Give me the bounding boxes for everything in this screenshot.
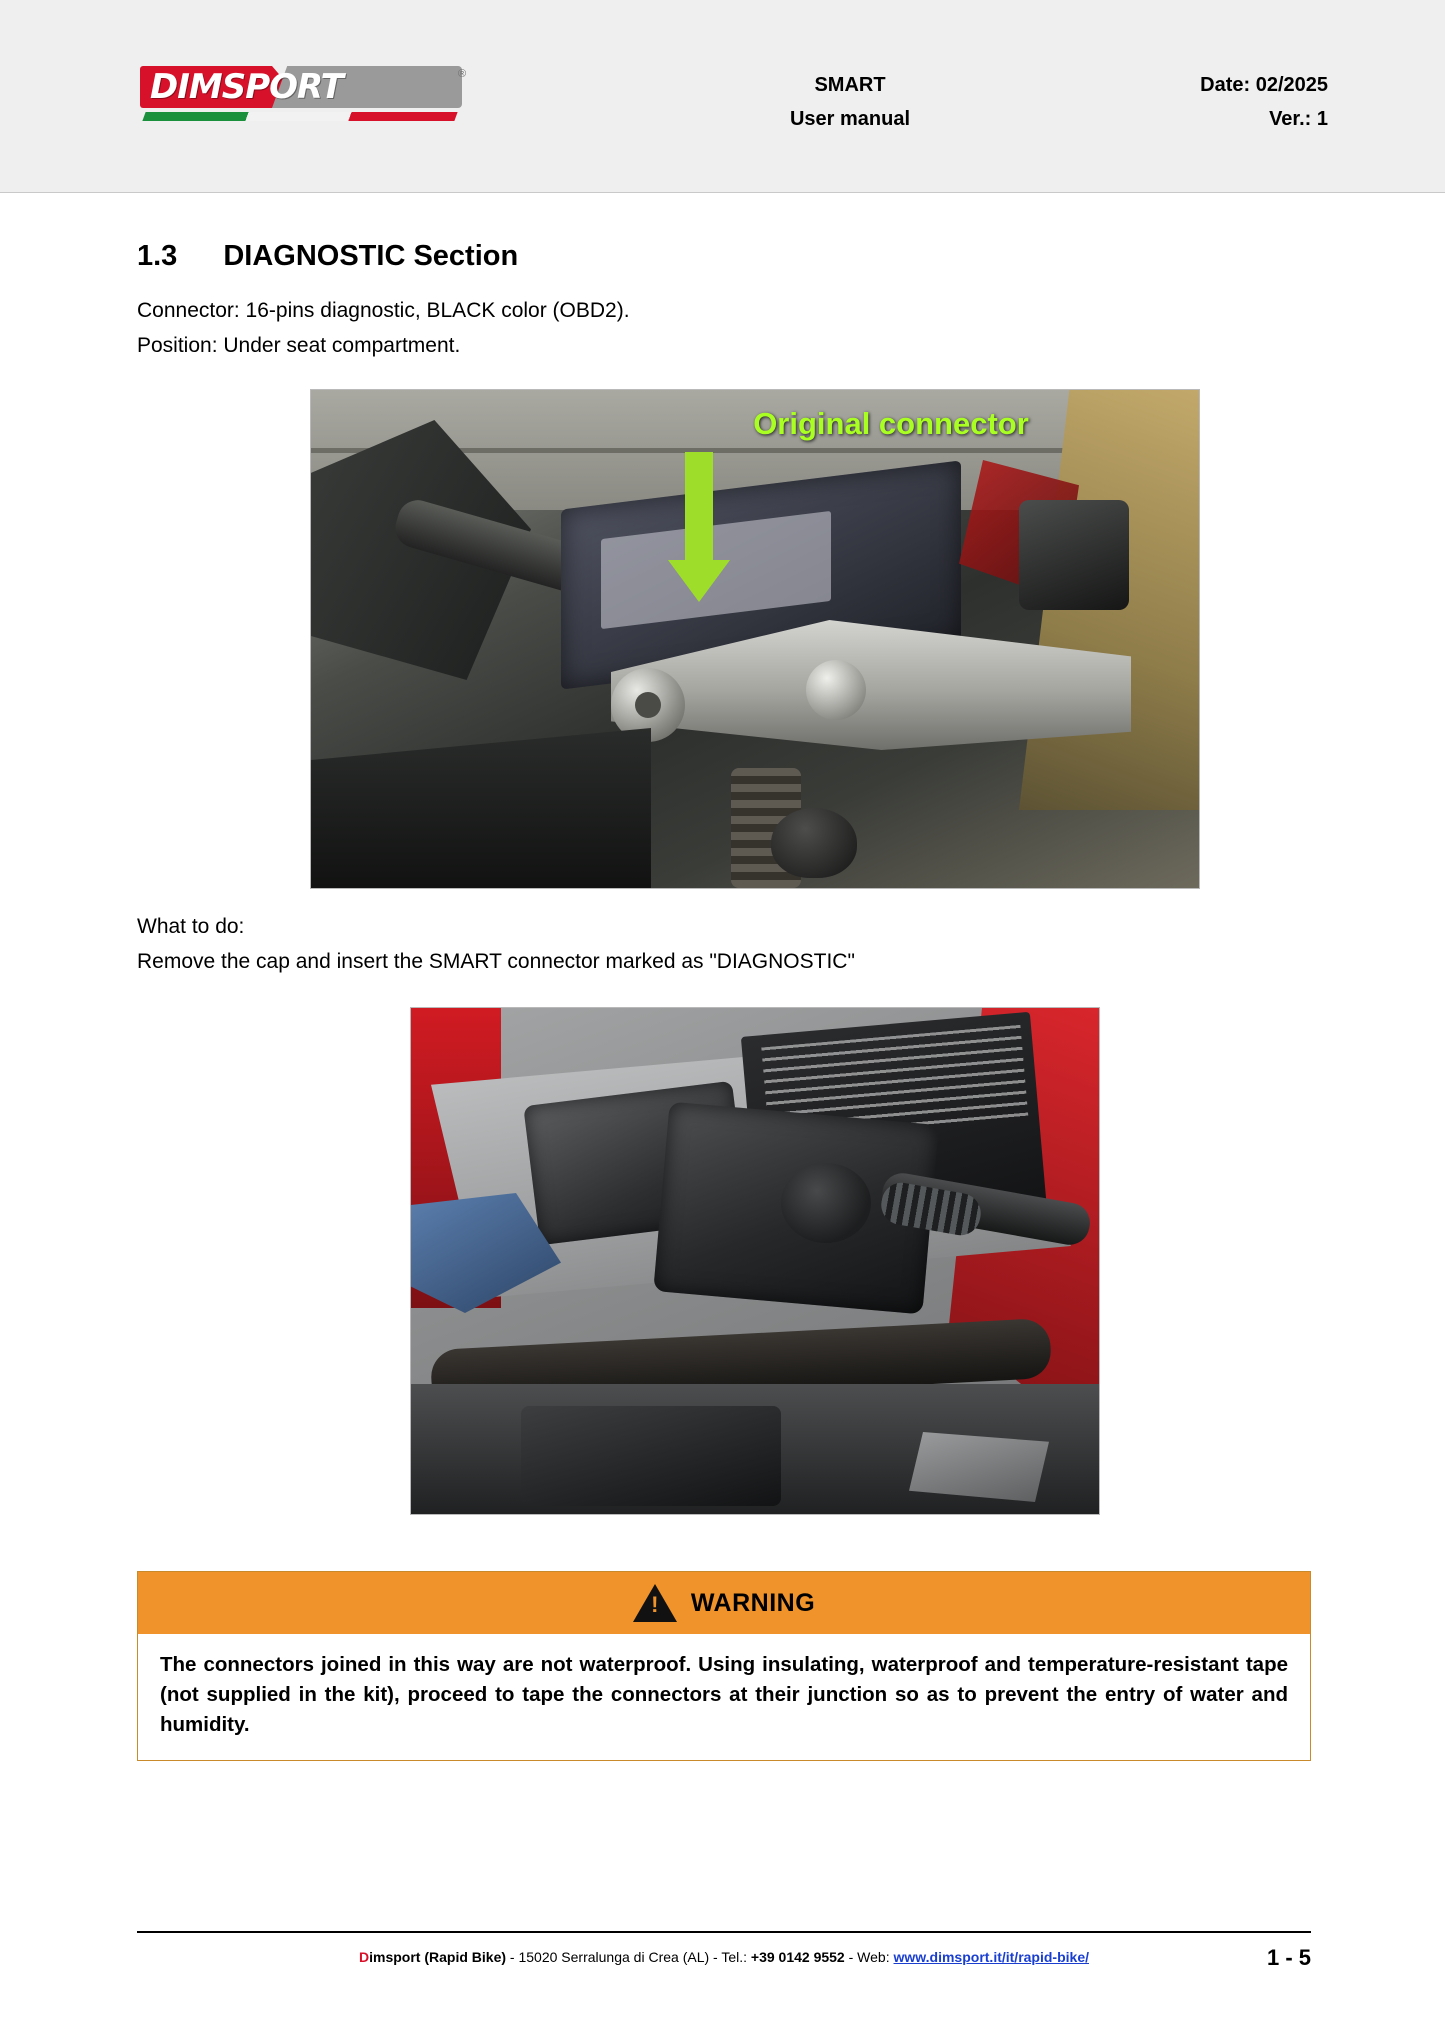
warning-box	[137, 1571, 1311, 1761]
header-version: Ver.: 1	[1269, 108, 1328, 130]
section-heading	[137, 240, 1445, 273]
figure-smart-connector-inserted	[410, 1007, 1100, 1515]
header-date: Date: 02/2025	[1200, 74, 1328, 96]
header-product-name: SMART	[814, 74, 886, 96]
warning-header	[138, 1572, 1310, 1634]
section-title: DIAGNOSTIC Section	[223, 240, 519, 272]
logo-stripes	[142, 112, 457, 121]
figure2-bracket	[909, 1432, 1049, 1502]
page-header	[0, 0, 1445, 193]
footer-web-link[interactable]: www.dimsport.it/it/rapid-bike/	[893, 1949, 1089, 1965]
page-number: 1 - 5	[1266, 1945, 1311, 1970]
figure-original-connector	[310, 389, 1200, 889]
figure2-connector-grip	[781, 1163, 871, 1243]
figure2-component-box	[521, 1406, 781, 1506]
what-to-do-label: What to do:	[137, 915, 245, 938]
footer-web-label: - Web:	[844, 1949, 894, 1965]
header-document-type: User manual	[789, 108, 911, 130]
position-description: Position: Under seat compartment.	[137, 334, 461, 357]
footer-phone: +39 0142 9552	[750, 1949, 845, 1965]
page-content	[0, 193, 1445, 1761]
figure1-black-box	[1019, 500, 1129, 610]
logo-wordmark: DIMSPORT	[150, 67, 343, 107]
what-to-do-text: Remove the cap and insert the SMART connector marked as "DIAGNOSTIC"	[137, 950, 855, 973]
footer-brand-initial: D	[359, 1949, 370, 1965]
down-arrow-icon	[685, 452, 713, 562]
footer-company-info	[137, 1949, 1311, 1965]
section-number: 1.3	[137, 240, 178, 272]
dimsport-logo	[140, 62, 480, 136]
figure1-hub-small	[806, 660, 866, 720]
logo-registered-mark: ®	[458, 68, 467, 80]
figure1-cap	[771, 808, 857, 878]
figure1-annotation: Original connector	[753, 406, 1029, 441]
footer-address: - 15020 Serralunga di Crea (AL) - Tel.:	[506, 1949, 751, 1965]
header-center-block	[700, 68, 1000, 136]
footer-company-name: imsport (Rapid Bike)	[369, 1949, 507, 1965]
footer-divider	[137, 1931, 1311, 1933]
page-footer	[0, 1923, 1445, 2043]
warning-text: The connectors joined in this way are not waterproof. Using insulating, waterproof and temperature-resistant tape (not supplied in the kit), proceed to tape the connectors at their junction so as to prevent the entry of water and humidity.	[138, 1634, 1310, 1760]
header-right-block	[1080, 68, 1360, 136]
warning-title: WARNING	[690, 1588, 816, 1617]
connector-description: Connector: 16-pins diagnostic, BLACK color (OBD2).	[137, 299, 630, 322]
warning-triangle-icon	[633, 1584, 677, 1622]
